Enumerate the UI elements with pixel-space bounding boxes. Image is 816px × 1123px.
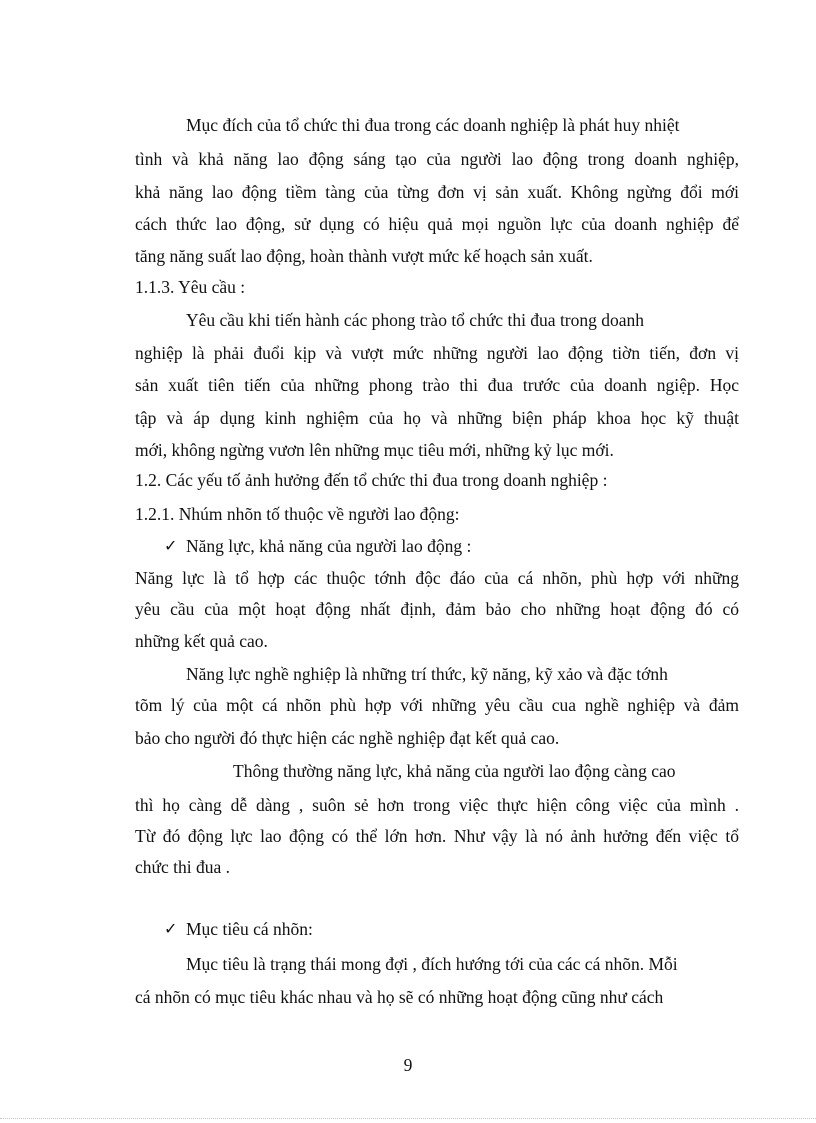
text-line: khả năng lao động tiềm tàng của từng đơn vị sản xuất. Không ngừng đổi mới bbox=[135, 182, 739, 202]
text-line: những kết quả cao. bbox=[135, 631, 268, 651]
text-line: bảo cho người đó thực hiện các nghề nghiệp đạt kết quả cao. bbox=[135, 728, 560, 748]
bullet-item: Mục tiêu cá nhõn: bbox=[186, 919, 313, 939]
bullet-item: Năng lực, khả năng của người lao động : bbox=[186, 536, 472, 556]
text-line: cá nhõn có mục tiêu khác nhau và họ sẽ có những hoạt động cũng như cách bbox=[135, 987, 664, 1007]
text-line: tõm lý của một cá nhõn phù hợp với những yêu cầu cua nghề nghiệp và đảm bbox=[135, 695, 739, 715]
section-heading: 1.2. Các yếu tố ảnh hưởng đến tổ chức thi đua trong doanh nghiệp : bbox=[135, 470, 608, 490]
text-line: tập và áp dụng kinh nghiệm của họ và những biện pháp khoa học kỹ thuật bbox=[135, 408, 739, 428]
text-line: Mục đích của tổ chức thi đua trong các doanh nghiệp là phát huy nhiệt bbox=[186, 115, 680, 135]
text-line: Yêu cầu khi tiến hành các phong trào tổ chức thi đua trong doanh bbox=[186, 310, 645, 330]
page-bottom-border bbox=[0, 1118, 816, 1119]
text-line: thì họ càng dễ dàng , suôn sẻ hơn trong việc thực hiện công việc của mình . bbox=[135, 795, 739, 815]
text-line: chức thi đua . bbox=[135, 857, 231, 877]
text-line: Năng lực là tổ hợp các thuộc tớnh độc đáo của cá nhõn, phù hợp với những bbox=[135, 568, 739, 588]
text-line: mới, không ngừng vươn lên những mục tiêu mới, những kỷ lục mới. bbox=[135, 440, 614, 460]
text-line: tình và khả năng lao động sáng tạo của người lao động trong doanh nghiệp, bbox=[135, 149, 739, 169]
checkmark-icon: ✓ bbox=[164, 536, 178, 555]
text-line: Mục tiêu là trạng thái mong đợi , đích hướng tới của các cá nhõn. Mỗi bbox=[186, 954, 678, 974]
checkmark-icon: ✓ bbox=[164, 919, 178, 938]
text-line: yêu cầu của một hoạt động nhất định, đảm bảo cho những hoạt động đó có bbox=[135, 599, 739, 619]
text-line: cách thức lao động, sử dụng có hiệu quả mọi nguồn lực của doanh nghiệp để bbox=[135, 214, 739, 234]
subsection-heading: 1.2.1. Nhúm nhõn tố thuộc về người lao động: bbox=[135, 504, 460, 524]
text-line: Thông thường năng lực, khả năng của người lao động càng cao bbox=[233, 761, 676, 781]
text-line: tăng năng suất lao động, hoàn thành vượt mức kế hoạch sản xuất. bbox=[135, 246, 593, 266]
section-heading: 1.1.3. Yêu cầu : bbox=[135, 277, 246, 297]
page-number: 9 bbox=[403, 1055, 413, 1075]
text-line: nghiệp là phải đuổi kịp và vượt mức những người lao động tiờn tiến, đơn vị bbox=[135, 343, 739, 363]
text-line: Năng lực nghề nghiệp là những trí thức, kỹ năng, kỹ xảo và đặc tớnh bbox=[186, 664, 668, 684]
text-line: Từ đó động lực lao động có thể lớn hơn. Như vậy là nó ảnh hưởng đến việc tổ bbox=[135, 826, 739, 846]
text-line: sản xuất tiên tiến của những phong trào thi đua trước của doanh ngiệp. Học bbox=[135, 375, 739, 395]
